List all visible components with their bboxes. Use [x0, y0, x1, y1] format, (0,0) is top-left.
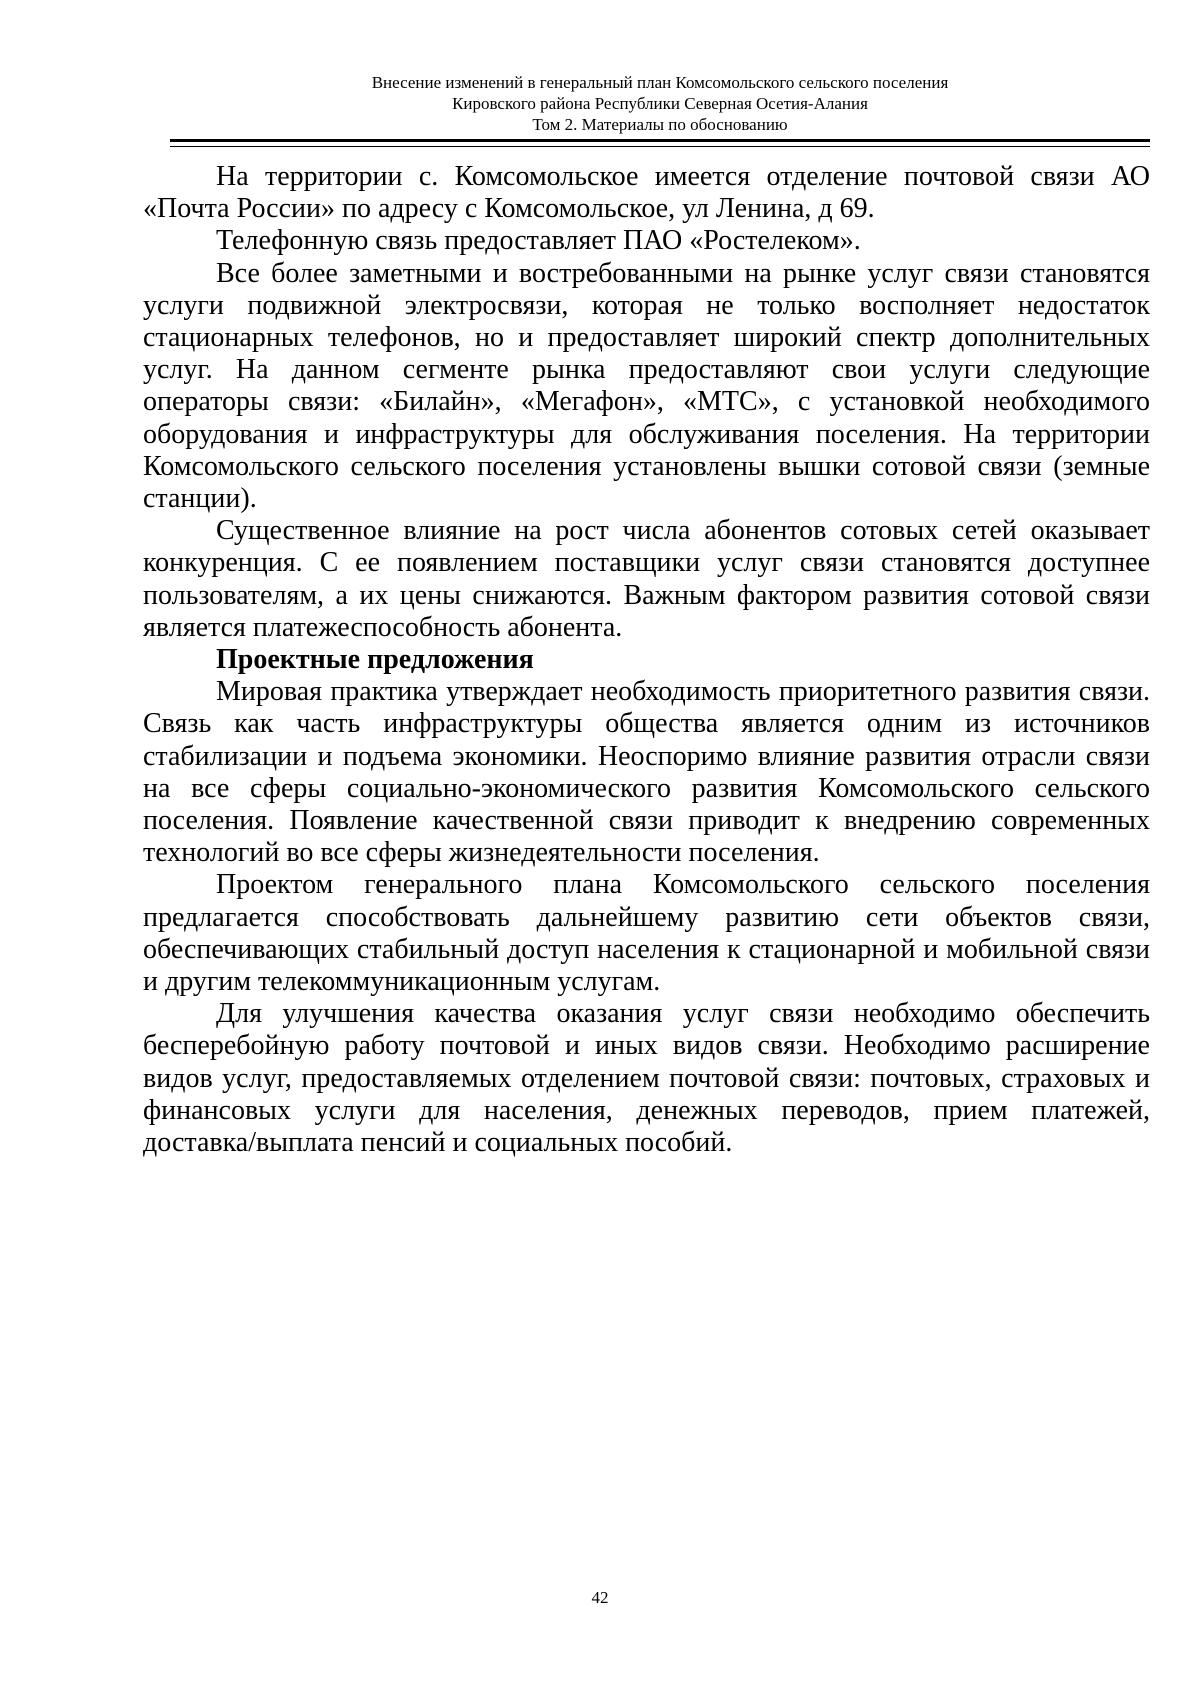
page-number: 42	[591, 1588, 609, 1607]
paragraph-mobile-operators: Все более заметными и востребованными на рынке услуг связи становятся услуги подвижной электросвязи, которая не только восполняет недостаток стационарных телефонов, но и предоставляет широкий спектр дополнительных услуг. На данном сегменте рынка предоставляют свои услуги следующие операторы связи: «Билайн», «Мегафон», «МТС», с установкой необходимого оборудования и инфраструктуры для обслуживания поселения. На территории Комсомольского сельского поселения установлены вышки сотовой связи (земные станции).	[143, 257, 1150, 515]
paragraph-world-practice: Мировая практика утверждает необходимость приоритетного развития связи. Связь как часть инфраструктуры общества является одним из источников стабилизации и подъема экономики. Неоспоримо влияние развития отрасли связи на все сферы социально-экономического развития Комсомольского сельского поселения. Появление качественной связи приводит к внедрению современных технологий во все сферы жизнедеятельности поселения.	[143, 676, 1150, 869]
header-region-line: Кировского района Республики Северная Осетия-Алания	[452, 94, 868, 113]
paragraph-competition: Существенное влияние на рост числа абонентов сотовых сетей оказывает конкуренция. С ее появлением поставщики услуг связи становятся доступнее пользователям, а их цены снижаются. Важным фактором развития сотовой связи является платежеспособность абонента.	[143, 515, 1150, 643]
paragraph-service-improvement: Для улучшения качества оказания услуг связи необходимо обеспечить бесперебойную работу почтовой и иных видов связи. Необходимо расширение видов услуг, предоставляемых отделением почтовой связи: почтовых, страховых и финансовых услуги для населения, денежных переводов, прием платежей, доставка/выплата пенсий и социальных пособий.	[143, 998, 1150, 1159]
header-rule-thick	[170, 139, 1150, 142]
document-body	[143, 161, 1150, 1159]
header-volume-line: Том 2. Материалы по обоснованию	[532, 115, 788, 134]
paragraph-post-office: На территории с. Комсомольское имеется отделение почтовой связи АО «Почта России» по адресу с Комсомольское, ул Ленина, д 69.	[143, 161, 1150, 225]
section-heading: Проектные предложения	[216, 644, 534, 676]
header-rule-thin	[170, 146, 1150, 147]
page-header	[170, 72, 1150, 135]
paragraph-project-proposal: Проектом генерального плана Комсомольского сельского поселения предлагается способствовать дальнейшему развитию сети объектов связи, обеспечивающих стабильный доступ населения к стационарной и мобильной связи и другим телекоммуникационным услугам.	[143, 869, 1150, 998]
header-title-line: Внесение изменений в генеральный план Комсомольского сельского поселения	[371, 73, 949, 92]
paragraph-telephone: Телефонную связь предоставляет ПАО «Ростелеком».	[216, 225, 861, 257]
